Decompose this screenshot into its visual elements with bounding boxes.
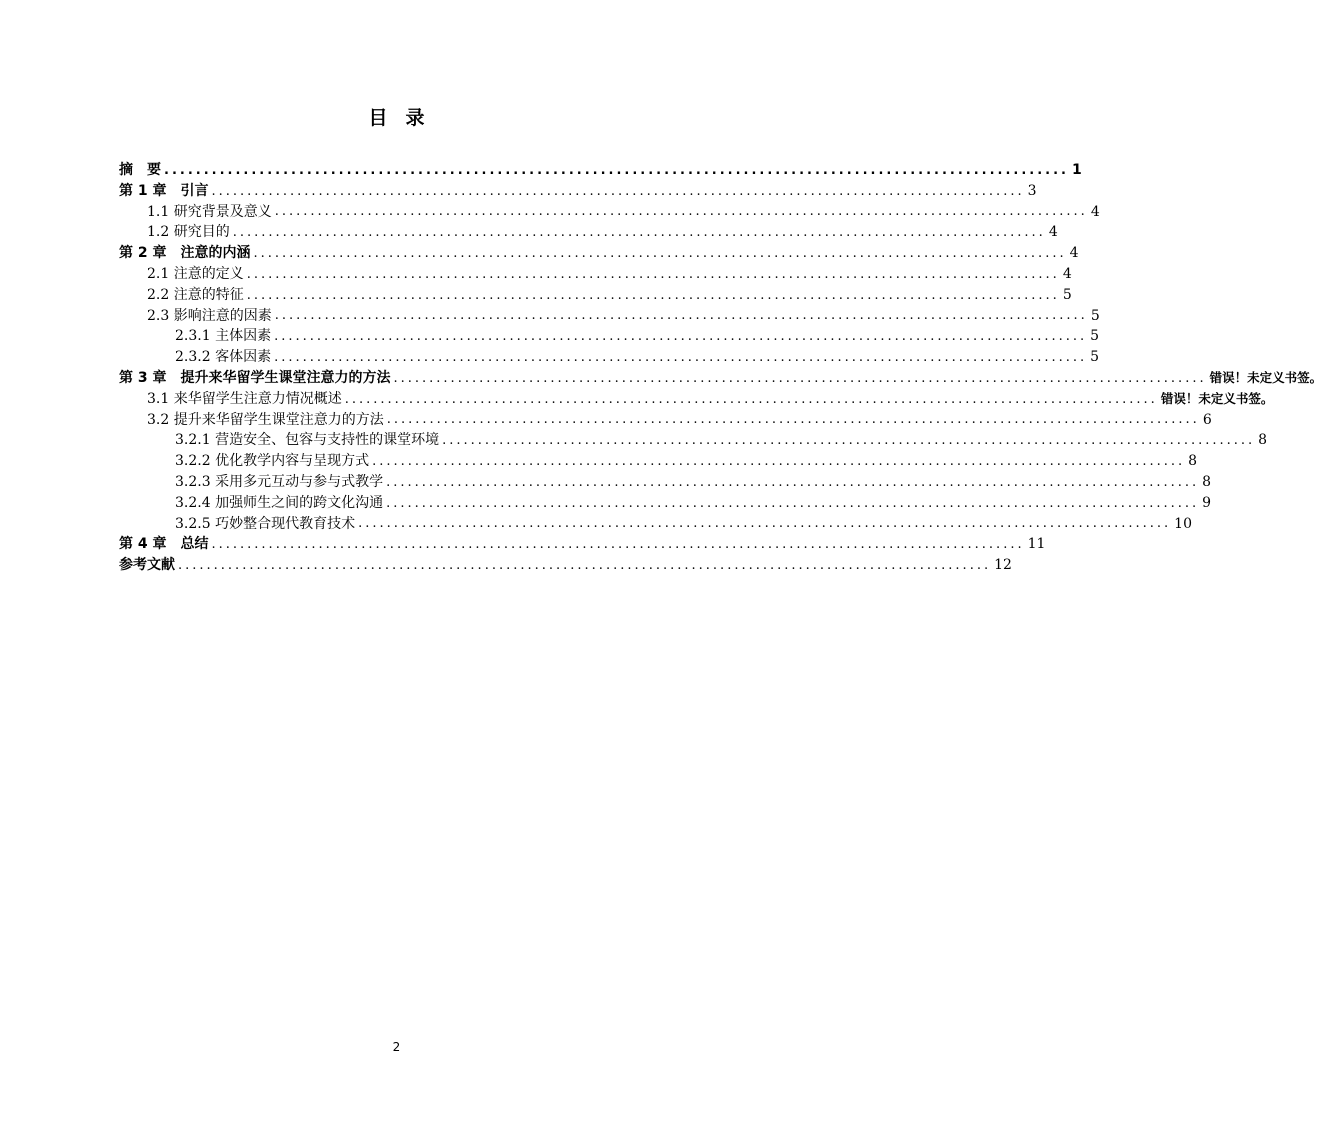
- toc-leader-dots: ..................................................................................................................: [164, 162, 1069, 178]
- toc-entry-text: 3.1 来华留学生注意力情况概述: [147, 390, 342, 407]
- toc-entry-text: 参考文献: [119, 557, 175, 574]
- toc-leader-dots: ..................................................................................................................: [246, 287, 1060, 303]
- toc-title: [0, 103, 793, 130]
- toc-leader-dots: ..................................................................................................................: [211, 183, 1025, 199]
- toc-entry-page-error: 错误！未定义书签。: [1209, 369, 1322, 385]
- toc-entry-page: 5: [1090, 307, 1100, 324]
- table-of-contents: [119, 160, 1322, 576]
- toc-entry-3-2-1[interactable]: [119, 430, 1268, 451]
- toc-entry-chapter-4[interactable]: [119, 534, 1046, 555]
- toc-leader-dots: ..................................................................................................................: [232, 225, 1046, 241]
- toc-leader-dots: ..................................................................................................................: [246, 266, 1060, 282]
- toc-entry-text: 2.3 影响注意的因素: [147, 307, 272, 324]
- toc-entry-text: 2.3.1 主体因素: [175, 328, 272, 345]
- toc-entry-text: 3.2.1 营造安全、包容与支持性的课堂环境: [175, 432, 440, 449]
- toc-leader-dots: ..................................................................................................................: [274, 308, 1088, 324]
- toc-entry-text: 第 1 章 引言: [119, 182, 209, 199]
- toc-entry-3-1[interactable]: [119, 389, 1274, 410]
- toc-leader-dots: ..................................................................................................................: [274, 329, 1088, 345]
- toc-entry-text: 2.2 注意的特征: [147, 286, 244, 303]
- toc-entry-page: 8: [1188, 453, 1198, 470]
- toc-entry-page: 1: [1072, 162, 1082, 178]
- toc-entry-1-1[interactable]: [119, 202, 1100, 223]
- toc-entry-chapter-1[interactable]: [119, 181, 1037, 202]
- toc-entry-references[interactable]: [119, 555, 1012, 576]
- toc-entry-text: 摘 要: [119, 162, 161, 178]
- toc-entry-3-2-2[interactable]: [119, 451, 1198, 472]
- toc-leader-dots: ..................................................................................................................: [386, 474, 1200, 490]
- toc-entry-3-2-4[interactable]: [119, 493, 1212, 514]
- toc-entry-page: 5: [1090, 349, 1100, 366]
- toc-entry-2-3-2[interactable]: [119, 347, 1100, 368]
- toc-entry-page: 6: [1202, 411, 1212, 428]
- toc-entry-text: 第 3 章 提升来华留学生课堂注意力的方法: [119, 369, 391, 386]
- toc-title-char-2: 录: [405, 107, 425, 129]
- toc-entry-text: 3.2.4 加强师生之间的跨文化沟通: [175, 494, 384, 511]
- toc-entry-text: 第 2 章 注意的内涵: [119, 245, 251, 262]
- toc-entry-page: 3: [1027, 182, 1037, 199]
- toc-entry-3-2-5[interactable]: [119, 514, 1192, 535]
- toc-leader-dots: ..................................................................................................................: [386, 412, 1200, 428]
- toc-entry-text: 3.2.3 采用多元互动与参与式教学: [175, 473, 384, 490]
- toc-entry-page: 4: [1048, 224, 1058, 241]
- toc-leader-dots: ..................................................................................................................: [211, 537, 1025, 553]
- toc-entry-text: 1.2 研究目的: [147, 224, 230, 241]
- toc-entry-text: 3.2.5 巧妙整合现代教育技术: [175, 515, 356, 532]
- toc-leader-dots: ..................................................................................................................: [358, 516, 1172, 532]
- toc-entry-page: 8: [1258, 432, 1268, 449]
- toc-entry-2-3-1[interactable]: [119, 326, 1100, 347]
- toc-entry-chapter-2[interactable]: [119, 243, 1079, 264]
- toc-entry-text: 3.2 提升来华留学生课堂注意力的方法: [147, 411, 384, 428]
- toc-leader-dots: ..................................................................................................................: [178, 557, 992, 573]
- toc-entry-3-2[interactable]: [119, 410, 1212, 431]
- toc-entry-2-2[interactable]: [119, 285, 1072, 306]
- page-number: 2: [392, 1040, 401, 1054]
- toc-entry-text: 2.3.2 客体因素: [175, 349, 272, 366]
- toc-entry-page: 9: [1202, 494, 1212, 511]
- toc-entry-page: 5: [1062, 286, 1072, 303]
- toc-entry-3-2-3[interactable]: [119, 472, 1212, 493]
- toc-entry-2-3[interactable]: [119, 306, 1100, 327]
- toc-entry-page: 10: [1174, 515, 1192, 532]
- toc-entry-page: 12: [994, 557, 1012, 574]
- toc-entry-text: 2.1 注意的定义: [147, 265, 244, 282]
- toc-entry-text: 3.2.2 优化教学内容与呈现方式: [175, 453, 370, 470]
- toc-leader-dots: ..................................................................................................................: [442, 433, 1256, 449]
- toc-entry-page: 4: [1090, 203, 1100, 220]
- toc-entry-page-error: 错误！未定义书签。: [1160, 390, 1274, 406]
- toc-entry-2-1[interactable]: [119, 264, 1072, 285]
- toc-leader-dots: ..................................................................................................................: [274, 204, 1088, 220]
- toc-entry-text: 第 4 章 总结: [119, 536, 209, 553]
- toc-entry-page: 8: [1202, 473, 1212, 490]
- toc-entry-page: 4: [1069, 245, 1079, 262]
- toc-entry-page: 5: [1090, 328, 1100, 345]
- toc-leader-dots: ..................................................................................................................: [393, 370, 1207, 386]
- toc-entry-text: 1.1 研究背景及意义: [147, 203, 272, 220]
- toc-leader-dots: ..................................................................................................................: [372, 453, 1186, 469]
- toc-leader-dots: ..................................................................................................................: [344, 391, 1158, 407]
- toc-entry-page: 4: [1062, 265, 1072, 282]
- toc-leader-dots: ..................................................................................................................: [274, 349, 1088, 365]
- toc-entry-1-2[interactable]: [119, 222, 1058, 243]
- toc-leader-dots: ..................................................................................................................: [386, 495, 1200, 511]
- toc-entry-abstract[interactable]: [119, 160, 1082, 181]
- toc-title-char-1: 目: [368, 107, 388, 129]
- toc-leader-dots: ..................................................................................................................: [253, 245, 1067, 261]
- toc-entry-chapter-3[interactable]: [119, 368, 1322, 389]
- toc-entry-page: 11: [1027, 536, 1046, 553]
